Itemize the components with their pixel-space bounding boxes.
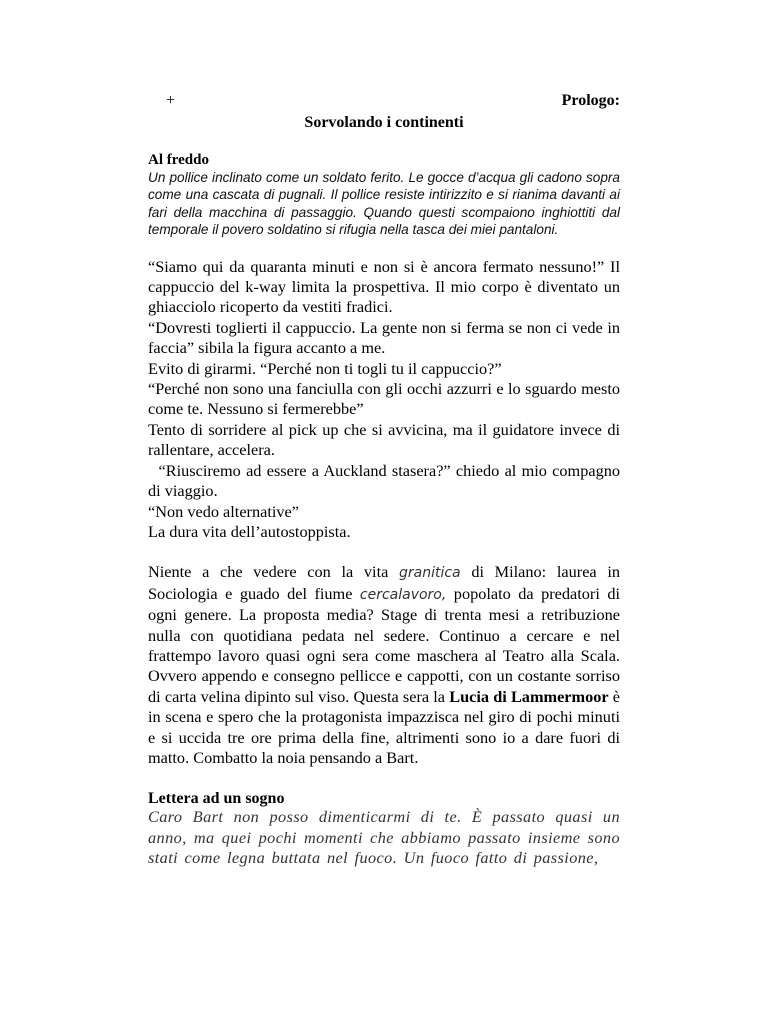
- spacer: [148, 542, 620, 562]
- dialogue-line: “Siamo qui da quaranta minuti e non si è ancora fermato nessuno!” Il cappuccio del k-way limita la prospettiva. Il mio corpo è diventato un ghiacciolo ricoperto da vestiti fradici.: [148, 256, 620, 317]
- section-title-al-freddo: Al freddo: [148, 152, 209, 168]
- emphasis-cercalavoro: cercalavoro,: [359, 586, 447, 603]
- header-line: [148, 92, 620, 114]
- emphasis-granitica: granitica: [399, 565, 461, 582]
- spacer: [148, 239, 620, 257]
- dialogue-line: “Riusciremo ad essere a Auckland stasera?” chiedo al mio compagno di viaggio.: [148, 460, 625, 501]
- text-run: di Milano: laurea in Sociologia e guado del fiume: [148, 562, 620, 603]
- italic-intro-paragraph: Un pollice inclinato come un soldato ferito. Le gocce d’acqua gli cadono sopra come una cascata di pugnali. Il pollice resiste intirizzito e si rianima davanti ai fari della macchina di passaggio. Quando questi scompaiono inghiottiti dal temporale il povero soldatino si rifugia nella tasca dei miei pantaloni.: [148, 170, 620, 238]
- dialogue-line: “Perché non sono una fanciulla con gli occhi azzurri e lo sguardo mesto come te. Nessuno si fermerebbe”: [148, 379, 620, 419]
- letter-paragraph: Caro Bart non posso dimenticarmi di te. È passato quasi un anno, ma quei pochi momenti che abbiamo passato insieme sono stati come legna buttata nel fuoco. Un fuoco fatto di passione,: [148, 807, 620, 868]
- text-run: è in scena e spero che la protagonista impazzisca nel giro di pochi minuti e si uccida tre ore prima della fine, altrimenti sono io a dare fuori di matto. Combatto la noia pensando a Bart.: [148, 686, 620, 767]
- dialogue-line: Tento di sorridere al pick up che si avvicina, ma il guidatore invece di rallentare, accelera.: [148, 419, 620, 460]
- plus-marker: +: [166, 92, 176, 109]
- dialogue-block: [148, 256, 625, 543]
- bold-opera-title: Lucia di Lammermoor: [449, 686, 609, 706]
- chapter-title: Prologo:: [561, 92, 620, 109]
- section-title-lettera: Lettera ad un sogno: [148, 790, 285, 808]
- dialogue-line: “Dovresti toglierti il cappuccio. La gente non si ferma se non ci vede in faccia” sibila la figura accanto a me.: [148, 317, 620, 358]
- dialogue-line: Evito di girarmi. “Perché non ti togli tu il cappuccio?”: [148, 358, 502, 378]
- milano-paragraph: [148, 562, 620, 768]
- chapter-subtitle: Sorvolando i continenti: [304, 114, 464, 131]
- text-run: popolato da predatori di ogni genere. La proposta media? Stage di trenta mesi a retribuzione nulla con quotidiana pedata nel sedere. Continuo a cercare e nel frattempo lavoro quasi ogni sera come maschera al Teatro alla Scala. Ovvero appendo e consegno pellicce e cappotti, con un costante sorriso di carta velina dipinto sul viso. Questa sera la: [148, 583, 620, 706]
- document-page: [148, 92, 625, 869]
- dialogue-line: “Non vedo alternative”: [148, 501, 299, 521]
- dialogue-line: La dura vita dell’autostoppista.: [148, 521, 351, 541]
- text-run: Niente a che vedere con la vita: [148, 562, 399, 582]
